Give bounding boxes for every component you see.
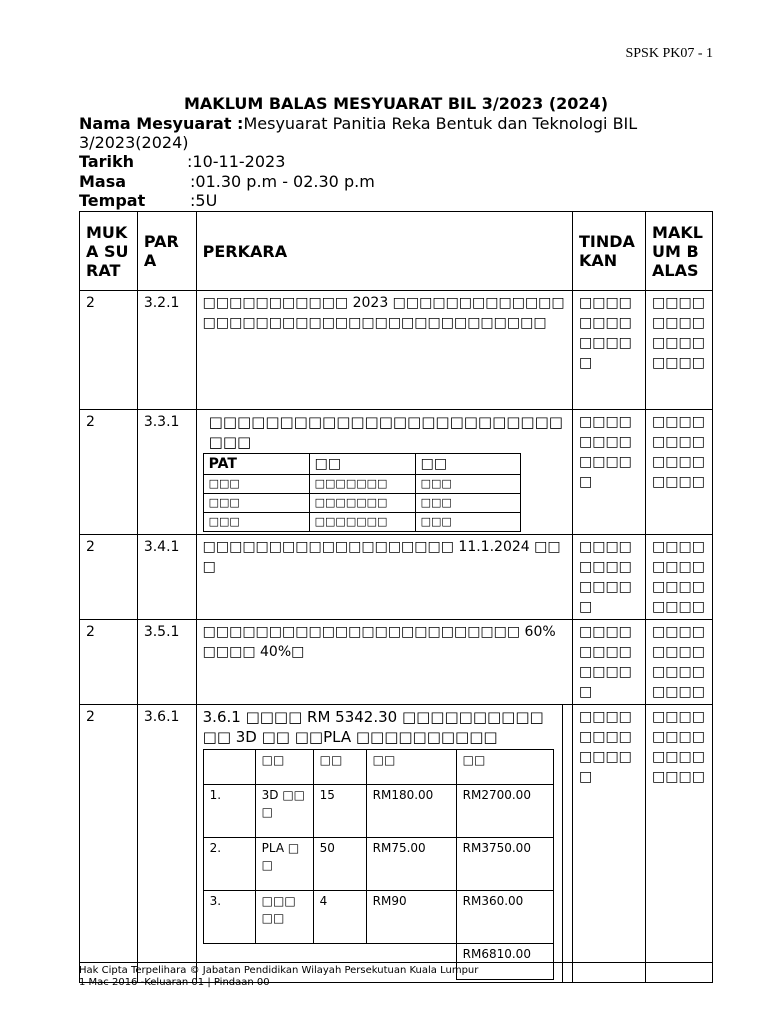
row-page: 2 bbox=[80, 535, 138, 620]
budget-table bbox=[203, 749, 554, 980]
row-feedback: □□□□□□□□□□□□□□□□ bbox=[646, 535, 713, 620]
header-action: TINDAKAN bbox=[572, 212, 645, 291]
row-page: 2 bbox=[80, 705, 138, 983]
budget-cell: 2. bbox=[203, 838, 255, 891]
row-text: □□□□□□□□□□□□□□□□□□□□□□□□□□□□ bbox=[208, 413, 563, 451]
pat-cell: □□□□□□□ bbox=[309, 513, 415, 532]
pat-cell: □□□ bbox=[203, 475, 309, 494]
budget-cell: RM2700.00 bbox=[456, 785, 553, 838]
row-feedback: □□□□□□□□□□□□□□□□ bbox=[646, 705, 713, 983]
row-text: □□□□□□□□□□□□□□□□□□□ 11.1.2024 □□□ bbox=[196, 535, 572, 620]
pat-header: □□ bbox=[415, 454, 520, 475]
budget-cell: RM90 bbox=[366, 891, 456, 944]
row-para: 3.5.1 bbox=[137, 620, 196, 705]
footer bbox=[79, 965, 478, 989]
pat-cell: □□□ bbox=[415, 513, 520, 532]
budget-header bbox=[203, 750, 255, 785]
pat-cell: □□□ bbox=[203, 494, 309, 513]
budget-header: □□ bbox=[255, 750, 313, 785]
time-label: Masa bbox=[79, 172, 127, 191]
pat-cell: □□□ bbox=[415, 475, 520, 494]
row-para: 3.4.1 bbox=[137, 535, 196, 620]
header-para: PARA bbox=[137, 212, 196, 291]
page-title: MAKLUM BALAS MESYUARAT BIL 3/2023 (2024) bbox=[184, 94, 608, 113]
table-header-row bbox=[80, 212, 713, 291]
budget-cell: PLA □□ bbox=[255, 838, 313, 891]
budget-total: RM6810.00 bbox=[456, 944, 553, 980]
budget-cell: RM360.00 bbox=[456, 891, 553, 944]
table-row bbox=[80, 410, 713, 535]
meeting-name-value: Mesyuarat Panitia Reka Bentuk dan Teknologi BIL 3/2023(2024) bbox=[79, 114, 638, 152]
row-page: 2 bbox=[80, 410, 138, 535]
budget-cell: 4 bbox=[313, 891, 366, 944]
row-item-cell bbox=[196, 705, 562, 983]
row-text: □□□□□□□□□□□□□□□□□□□□□□□□ 60%□□□□ 40%□ bbox=[196, 620, 572, 705]
header-page: MUKA SURAT bbox=[80, 212, 138, 291]
document-code: SPSK PK07 - 1 bbox=[625, 46, 713, 61]
pat-cell: □□□□□□□ bbox=[309, 494, 415, 513]
row-action: □□□□□□□□□□□□□ bbox=[572, 410, 645, 535]
budget-header: □□ bbox=[313, 750, 366, 785]
row-action: □□□□□□□□□□□□□ bbox=[572, 705, 645, 983]
row-action: □□□□□□□□□□□□□ bbox=[572, 620, 645, 705]
row-page: 2 bbox=[80, 620, 138, 705]
footer-version: 1 Mac 2016 -Keluaran 01 | Pindaan 00 bbox=[79, 977, 270, 988]
row-feedback: □□□□□□□□□□□□□□□□ bbox=[646, 410, 713, 535]
row-para: 3.3.1 bbox=[137, 410, 196, 535]
row-para: 3.2.1 bbox=[137, 291, 196, 410]
row-text: 3.6.1 □□□□ RM 5342.30 □□□□□□□□□□□□ 3D □□ □□PLA □□□□□□□□□□ bbox=[202, 708, 544, 746]
budget-cell: 3. bbox=[203, 891, 255, 944]
header-item: PERKARA bbox=[196, 212, 572, 291]
header-feedback: MAKLUM BALAS bbox=[646, 212, 713, 291]
row-action: □□□□□□□□□□□□□ bbox=[572, 291, 645, 410]
meeting-date bbox=[79, 152, 679, 171]
place-label: Tempat bbox=[79, 191, 146, 210]
budget-cell: RM3750.00 bbox=[456, 838, 553, 891]
row-text: □□□□□□□□□□□ 2023 □□□□□□□□□□□□□□□□□□□□□□□□□□□□□□□□□□□□□□□ bbox=[196, 291, 572, 410]
pat-cell: □□□ bbox=[203, 513, 309, 532]
footer-divider bbox=[79, 962, 713, 963]
table-row bbox=[80, 705, 713, 983]
row-item-cell bbox=[196, 410, 572, 535]
meeting-name bbox=[79, 114, 679, 152]
pat-header: PAT bbox=[203, 454, 309, 475]
pat-cell: □□□ bbox=[415, 494, 520, 513]
meeting-place bbox=[79, 191, 679, 210]
table-row bbox=[80, 291, 713, 410]
row-page: 2 bbox=[80, 291, 138, 410]
budget-cell: RM180.00 bbox=[366, 785, 456, 838]
budget-header: □□ bbox=[456, 750, 553, 785]
spacer-cell bbox=[562, 705, 572, 983]
pat-header: □□ bbox=[309, 454, 415, 475]
budget-header: □□ bbox=[366, 750, 456, 785]
budget-cell: 1. bbox=[203, 785, 255, 838]
row-action: □□□□□□□□□□□□□ bbox=[572, 535, 645, 620]
meeting-name-label: Nama Mesyuarat : bbox=[79, 114, 244, 133]
row-para: 3.6.1 bbox=[137, 705, 196, 983]
budget-cell: □□□□□ bbox=[255, 891, 313, 944]
table-row bbox=[80, 620, 713, 705]
row-feedback: □□□□□□□□□□□□□□□□ bbox=[646, 291, 713, 410]
feedback-table bbox=[79, 211, 713, 983]
pat-table bbox=[203, 453, 521, 532]
date-label: Tarikh bbox=[79, 152, 135, 171]
budget-cell: 50 bbox=[313, 838, 366, 891]
footer-copyright: Hak Cipta Terpelihara © Jabatan Pendidikan Wilayah Persekutuan Kuala Lumpur bbox=[79, 965, 479, 976]
row-feedback: □□□□□□□□□□□□□□□□ bbox=[646, 620, 713, 705]
date-value: :10-11-2023 bbox=[187, 152, 286, 171]
time-value: :01.30 p.m - 02.30 p.m bbox=[190, 172, 375, 191]
budget-cell: RM75.00 bbox=[366, 838, 456, 891]
budget-cell: 15 bbox=[313, 785, 366, 838]
table-row bbox=[80, 535, 713, 620]
budget-cell: 3D □□□ bbox=[255, 785, 313, 838]
meeting-time bbox=[79, 172, 679, 191]
pat-cell: □□□□□□□ bbox=[309, 475, 415, 494]
place-value: :5U bbox=[190, 191, 218, 210]
